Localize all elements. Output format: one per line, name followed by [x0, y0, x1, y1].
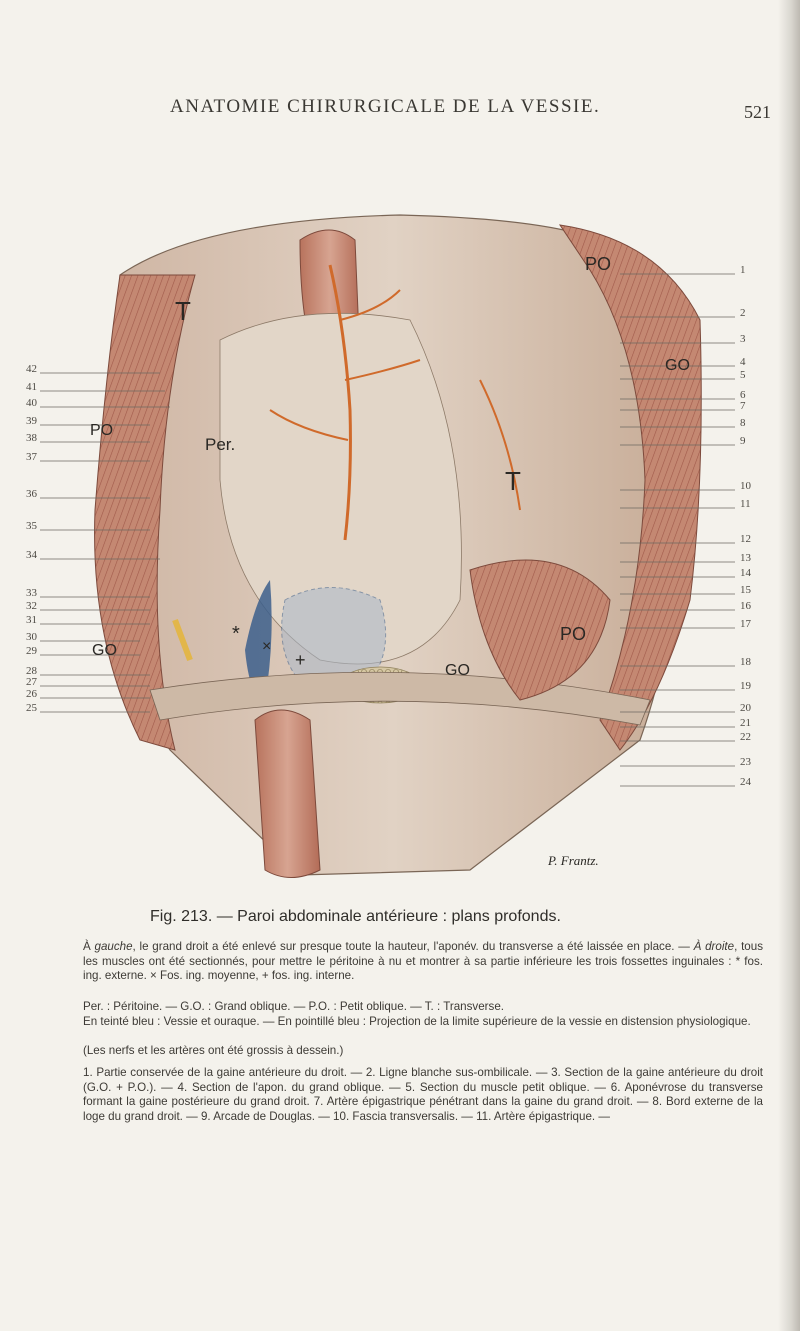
figure-title: Fig. 213. — Paroi abdominale antérieure : plans profonds. — [150, 908, 561, 925]
label-PO-right: PO — [560, 624, 587, 644]
callout-right-17: 17 — [740, 618, 751, 630]
callout-left-36: 36 — [26, 488, 37, 500]
rectus-lower — [255, 710, 320, 878]
caption-legend — [83, 1066, 763, 1124]
callout-right-7: 7 — [740, 400, 746, 412]
label-GO-right: GO — [665, 357, 690, 374]
label-GO-left: GO — [92, 642, 117, 659]
callout-right-24: 24 — [740, 776, 751, 788]
callout-left-39: 39 — [26, 415, 37, 427]
callout-right-23: 23 — [740, 756, 751, 768]
callout-right-20: 20 — [740, 702, 751, 714]
intro-mid: , le grand droit a été enlevé sur presque toute la hauteur, l'aponév. du transverse a été laissée en place. — — [132, 940, 694, 953]
enlarged-note-text: (Les nerfs et les artères ont été grossis à dessein.) — [83, 1044, 344, 1057]
label-T-right: T — [505, 466, 521, 496]
abbreviations-text: Per. : Péritoine. — G.O. : Grand oblique. — P.O. : Petit oblique. — T. : Transverse. — [83, 1000, 505, 1013]
label-plus: + — [295, 650, 306, 670]
label-cross: × — [262, 638, 272, 655]
callout-left-32: 32 — [26, 600, 37, 612]
callout-right-19: 19 — [740, 680, 751, 692]
intro-end: , tous les muscles ont été sectionnés, pour mettre le péritoine à nu et montrer à sa partie inférieure les trois fossettes inguinales : * fos. ing. externe. × Fos. ing. moyenne, + fos. ing. interne. — [83, 940, 763, 983]
callout-left-34: 34 — [26, 549, 37, 561]
page-number: 521 — [744, 102, 771, 122]
callout-right-9: 9 — [740, 435, 746, 447]
caption-abbreviations — [83, 1000, 763, 1029]
callout-left-42: 42 — [26, 363, 37, 375]
callout-left-41: 41 — [26, 381, 37, 393]
label-Per: Per. — [205, 435, 236, 454]
callout-right-10: 10 — [740, 480, 751, 492]
label-PO-top: PO — [585, 254, 612, 274]
label-T-left: T — [175, 296, 191, 326]
running-head: ANATOMIE CHIRURGICALE DE LA VESSIE. — [170, 96, 601, 117]
callout-right-16: 16 — [740, 600, 751, 612]
callout-left-25: 25 — [26, 702, 37, 714]
callout-left-38: 38 — [26, 432, 37, 444]
callout-left-35: 35 — [26, 520, 37, 532]
legend-text: 1. Partie conservée de la gaine antérieure du droit. — 2. Ligne blanche sus-ombilicale. — 3. Section de la gaine antérieure du droit (G.O. + P.O.). — 4. Section de l'apon. du grand oblique. — 5. Section du muscle petit oblique. — 6. Aponévrose du transverse formant la gaine postérieure du grand droit. 7. Artère épigastrique pénétrant dans la gaine du grand droit. — 8. Bord externe de la loge du grand droit. — 9. Arcade de Douglas. — 10. Fascia transversalis. — 11. Artère épigastrique. — — [83, 1066, 763, 1123]
intro-droite: À droite — [693, 940, 735, 953]
label-star: * — [232, 623, 240, 645]
tint-note: En teinté bleu : Vessie et ouraque. — En pointillé bleu : Projection de la limite supérieure de la vessie en distension physiologique. — [83, 1014, 751, 1028]
label-signature: P. Frantz. — [548, 853, 599, 868]
callout-right-1: 1 — [740, 264, 746, 276]
callout-right-5: 5 — [740, 369, 746, 381]
callout-right-21: 21 — [740, 717, 751, 729]
callout-right-14: 14 — [740, 567, 751, 579]
callout-left-37: 37 — [26, 451, 37, 463]
callout-right-18: 18 — [740, 656, 751, 668]
callout-right-8: 8 — [740, 417, 746, 429]
callout-left-27: 27 — [26, 676, 37, 688]
callout-right-6: 6 — [740, 389, 746, 401]
caption-intro — [83, 940, 763, 984]
anatomical-plate — [0, 180, 800, 905]
callout-left-33: 33 — [26, 587, 37, 599]
callout-right-3: 3 — [740, 333, 746, 345]
callout-left-26: 26 — [26, 688, 37, 700]
callout-left-28: 28 — [26, 665, 37, 677]
label-PO-left: PO — [90, 422, 114, 439]
callout-right-15: 15 — [740, 584, 751, 596]
label-GO-bottom: GO — [445, 662, 470, 679]
caption-enlarged-note — [83, 1044, 763, 1059]
callout-left-29: 29 — [26, 645, 37, 657]
callout-left-30: 30 — [26, 631, 37, 643]
intro-gauche: gauche — [94, 940, 133, 953]
callout-right-22: 22 — [740, 731, 751, 743]
callout-right-13: 13 — [740, 552, 751, 564]
callout-left-31: 31 — [26, 614, 37, 626]
intro-prefix: À — [83, 940, 95, 953]
callout-right-4: 4 — [740, 356, 746, 368]
callout-right-11: 11 — [740, 498, 751, 510]
callout-right-12: 12 — [740, 533, 751, 545]
callout-left-40: 40 — [26, 397, 37, 409]
callout-right-2: 2 — [740, 307, 746, 319]
anatomical-illustration — [0, 180, 800, 905]
